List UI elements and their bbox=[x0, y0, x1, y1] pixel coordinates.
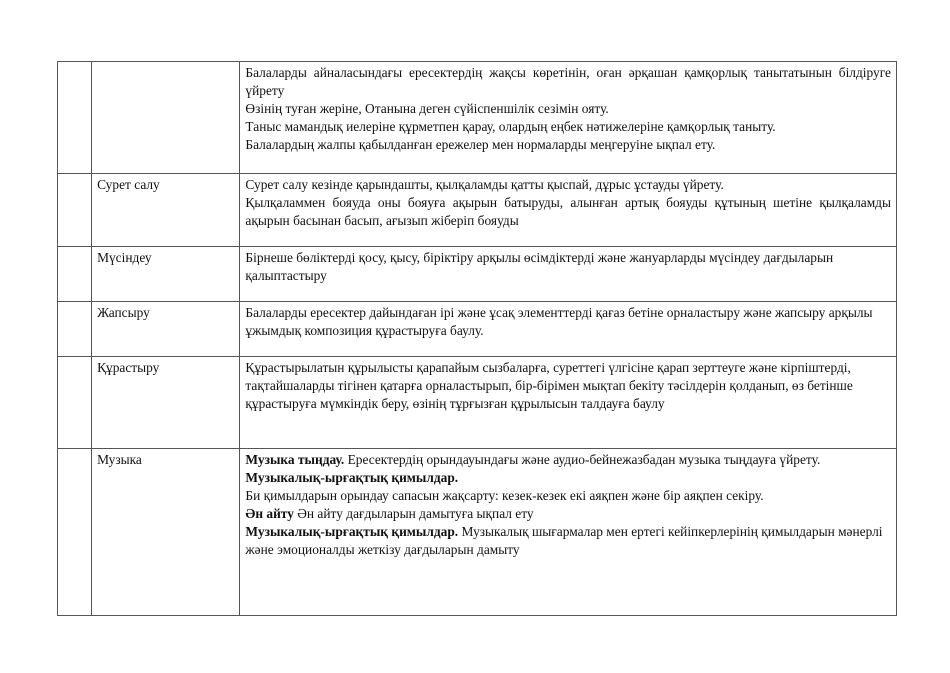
music-paragraph bbox=[245, 505, 891, 523]
content-cell bbox=[240, 302, 897, 357]
content-line: Балаларды ересектер дайындаған ірі және ұсақ элементтерді қағаз бетіне орналастыру және жапсыру арқылы ұжымдық композиция құрастыруға баулу. bbox=[245, 305, 873, 338]
table-row bbox=[58, 247, 897, 302]
curriculum-table bbox=[57, 61, 897, 616]
subject-cell bbox=[92, 62, 240, 174]
content-cell bbox=[240, 357, 897, 449]
subject-cell: Жапсыру bbox=[92, 302, 240, 357]
content-cell bbox=[240, 247, 897, 302]
music-paragraph bbox=[245, 523, 891, 541]
table-row bbox=[58, 357, 897, 449]
music-heading: Музыка тыңдау. bbox=[245, 452, 345, 467]
music-text: Ән айту дағдыларын дамытуға ықпал ету bbox=[293, 506, 534, 521]
subject-cell: Музыка bbox=[92, 449, 240, 616]
table-row bbox=[58, 174, 897, 247]
content-line: Сурет салу кезінде қарындашты, қылқаламды қатты қыспай, дұрыс ұстауды үйрету. bbox=[245, 177, 724, 192]
empty-cell bbox=[58, 174, 92, 247]
content-line: Таныс мамандық иелеріне құрметпен қарау, олардың еңбек нәтижелеріне қамқорлық таныту. bbox=[245, 119, 776, 134]
empty-cell bbox=[58, 62, 92, 174]
subject-cell: Мүсіндеу bbox=[92, 247, 240, 302]
content-line: Өзінің туған жеріне, Отанына деген сүйіспеншілік сезімін ояту. bbox=[245, 101, 609, 116]
empty-cell bbox=[58, 449, 92, 616]
subject-cell: Сурет салу bbox=[92, 174, 240, 247]
content-cell bbox=[240, 62, 897, 174]
music-text: Музыкалық шығармалар мен ертегі кейіпкерлерінің қимылдарын мәнерлі bbox=[458, 524, 883, 539]
content-line: Қылқаламмен бояуда оны бояуға ақырын батыруды, алынған артық бояуды құтының шетіне қылқаламды ақырын басынан басып, ағызып жіберіп бояуды bbox=[245, 195, 891, 228]
table-row bbox=[58, 302, 897, 357]
empty-cell bbox=[58, 302, 92, 357]
music-heading: Музыкалық-ырғақтық қимылдар. bbox=[245, 470, 459, 485]
music-text: Ересектердің орындауындағы және аудио-бейнежазбадан музыка тыңдауға үйрету. bbox=[344, 452, 821, 467]
music-paragraph bbox=[245, 451, 891, 469]
content-line: Балалардың жалпы қабылданған ережелер мен нормаларды меңгеруіне ықпал ету. bbox=[245, 137, 716, 152]
empty-cell bbox=[58, 357, 92, 449]
music-paragraph: және эмоционалды жеткізу дағдыларын дамыту bbox=[245, 542, 520, 557]
content-line: Құрастырылатын құрылысты қарапайым сызбаларға, суреттегі үлгісіне қарап зерттеуге және кірпіштерді, тақтайшаларды тігінен қатарға орналастырып, бір-бірімен мықтап бекіту тәсілдерін қолданып, өз бетінше құрастыруға мүмкіндік беру, өзінің тұрғызған құрылысын талдауға баулу bbox=[245, 360, 853, 411]
content-line: Бірнеше бөліктерді қосу, қысу, біріктіру арқылы өсімдіктерді және жануарларды мүсіндеу дағдыларын қалыптастыру bbox=[245, 250, 834, 283]
empty-cell bbox=[58, 247, 92, 302]
music-paragraph bbox=[245, 469, 891, 487]
content-cell bbox=[240, 174, 897, 247]
subject-cell: Құрастыру bbox=[92, 357, 240, 449]
music-paragraph: Би қимылдарын орындау сапасын жақсарту: кезек-кезек екі аяқпен және бір аяқпен секіру. bbox=[245, 488, 764, 503]
content-line: Балаларды айналасындағы ересектердің жақсы көретінін, оған әрқашан қамқорлық танытатынын білдіруге үйрету bbox=[245, 65, 891, 98]
table-row bbox=[58, 449, 897, 616]
content-cell bbox=[240, 449, 897, 616]
music-heading: Ән айту bbox=[245, 506, 294, 521]
table-row bbox=[58, 62, 897, 174]
music-heading: Музыкалық-ырғақтық қимылдар. bbox=[245, 524, 459, 539]
